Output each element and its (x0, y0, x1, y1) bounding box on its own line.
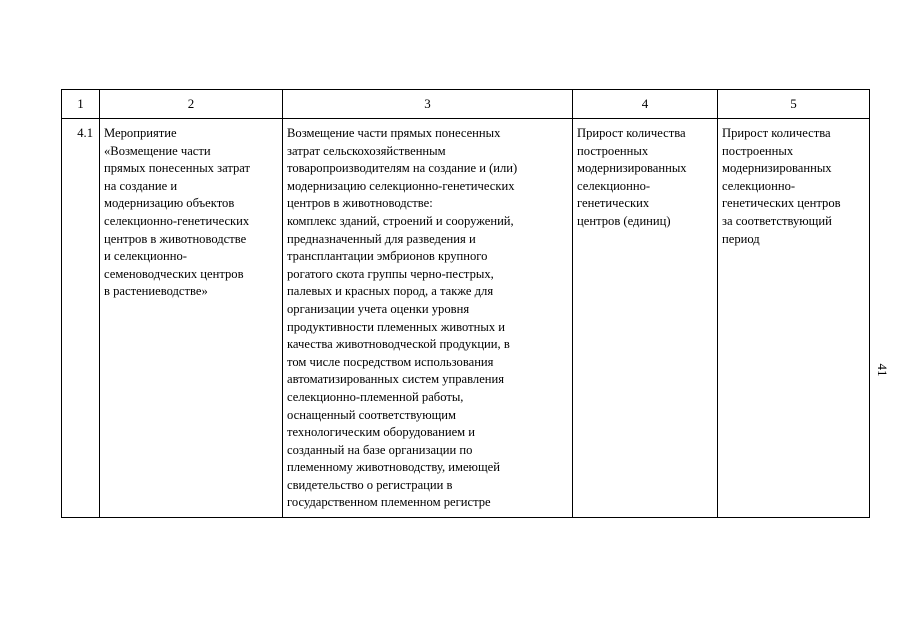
header-cell-1: 1 (62, 90, 100, 119)
indicator-text: Прирост количества построенных модернизированных селекционно- генетических центров (единиц) (577, 126, 687, 228)
header-cell-5: 5 (718, 90, 870, 119)
header-cell-3: 3 (283, 90, 573, 119)
indicator-period-cell (718, 119, 870, 518)
measure-description-text: Возмещение части прямых понесенных затрат сельскохозяйственным товаропроизводителям на создание и (или) модернизацию селекционно-генетических центров в животноводстве: комплекс зданий, строений и сооружений, предназначенный для разведения и трансплантации эмбрионов крупного рогатого скота группы черно-пестрых, палевых и красных пород, а также для организации учета оценки уровня продуктивности племенных животных и качества животноводческой продукции, в том числе посредством использования автоматизированных систем управления селекционно-племенной работы, оснащенный соответствующим технологическим оборудованием и созданный на базе организации по племенному животноводству, имеющей свидетельство о регистрации в государственном племенном регистре (287, 126, 518, 510)
row-number: 4.1 (77, 126, 93, 140)
header-cell-4: 4 (573, 90, 718, 119)
indicator-cell (573, 119, 718, 518)
page-number: 41 (875, 363, 890, 377)
indicator-period-text: Прирост количества построенных модернизированных селекционно- генетических центров за соответствующий период (722, 126, 841, 246)
measure-description-cell (283, 119, 573, 518)
table-row (62, 119, 870, 518)
header-cell-2: 2 (100, 90, 283, 119)
table-header-row (62, 90, 870, 119)
row-number-cell (62, 119, 100, 518)
document-table (61, 89, 870, 518)
measure-name-text: Мероприятие «Возмещение части прямых понесенных затрат на создание и модернизацию объектов селекционно-генетических центров в животноводстве и селекционно- семеноводческих центров в растениеводстве» (104, 126, 251, 299)
measure-name-cell (100, 119, 283, 518)
